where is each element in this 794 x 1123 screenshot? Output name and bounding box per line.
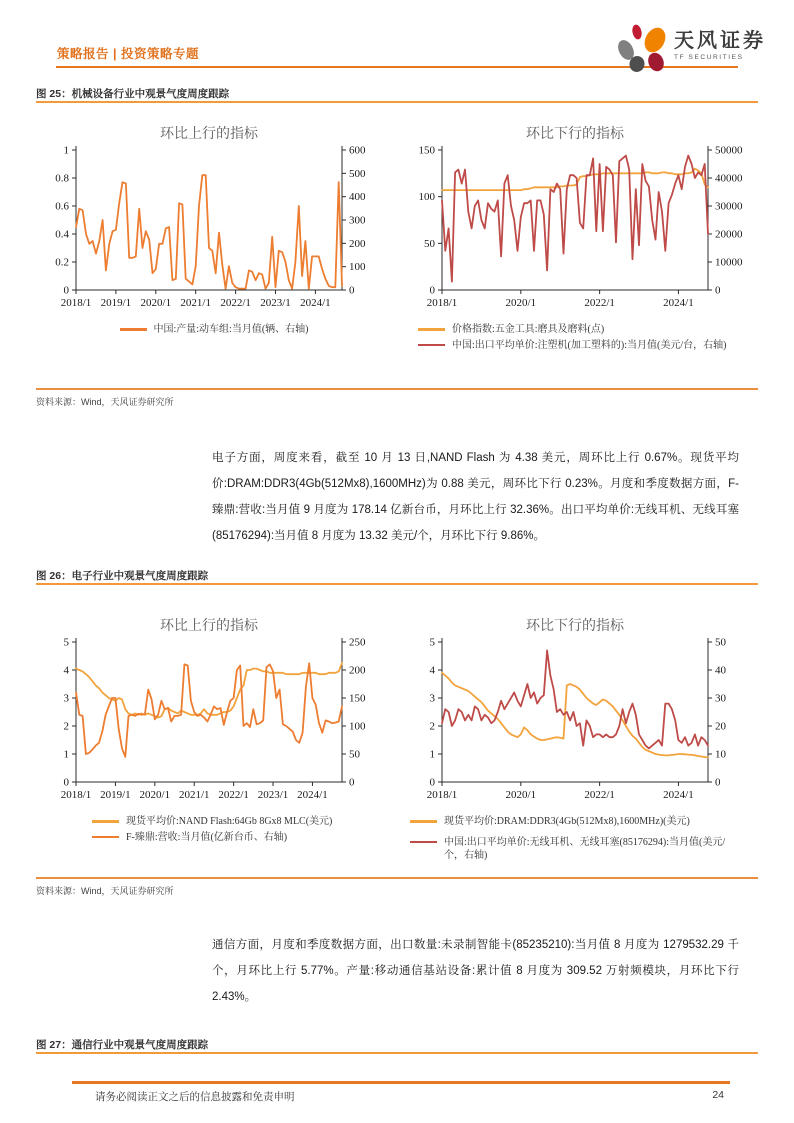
svg-text:0: 0 <box>715 284 721 297</box>
chart-canvas-fig26-up <box>36 612 392 808</box>
svg-text:2022/1: 2022/1 <box>584 297 615 309</box>
svg-text:50: 50 <box>715 636 726 649</box>
svg-text:5: 5 <box>429 636 435 649</box>
legend-item <box>92 815 392 829</box>
svg-text:40: 40 <box>715 664 726 677</box>
chart-up-indicators-electronics <box>36 612 392 863</box>
chart-up-indicators-machinery <box>36 120 392 352</box>
legend-swatch <box>120 328 147 331</box>
svg-text:4: 4 <box>429 664 435 677</box>
svg-text:0.8: 0.8 <box>55 172 69 185</box>
svg-text:4: 4 <box>63 664 69 677</box>
figure-25-bottom-rule <box>36 388 758 390</box>
chart-canvas-fig25-up <box>36 120 392 316</box>
chart-canvas-fig26-down <box>402 612 758 808</box>
svg-text:2022/1: 2022/1 <box>220 297 251 309</box>
chart-down-indicators-machinery <box>402 120 758 352</box>
svg-text:100: 100 <box>349 720 366 733</box>
svg-text:2020/1: 2020/1 <box>505 789 537 801</box>
svg-text:2018/1: 2018/1 <box>426 789 458 801</box>
svg-text:1: 1 <box>63 144 69 157</box>
legend-swatch <box>92 820 119 823</box>
svg-text:0.6: 0.6 <box>55 200 69 213</box>
legend-label: 中国:出口平均单价:注塑机(加工塑料的):当月值(美元/台，右轴) <box>452 339 727 351</box>
svg-text:2: 2 <box>429 720 435 733</box>
legend-swatch <box>418 328 445 331</box>
svg-text:环比下行的指标: 环比下行的指标 <box>526 125 624 141</box>
figure-26-caption: 图 26：电子行业中观景气度周度跟踪 <box>36 570 209 582</box>
svg-text:2020/1: 2020/1 <box>505 297 537 309</box>
svg-text:环比下行的指标: 环比下行的指标 <box>526 617 624 633</box>
svg-text:2020/1: 2020/1 <box>139 789 171 801</box>
svg-text:环比上行的指标: 环比上行的指标 <box>160 617 258 633</box>
svg-text:2024/1: 2024/1 <box>297 789 328 801</box>
legend-item <box>410 836 758 863</box>
legend-label: 现货平均价:NAND Flash:64Gb 8Gx8 MLC(美元) <box>126 816 333 827</box>
svg-text:300: 300 <box>349 214 366 227</box>
report-type-heading: 策略报告 | 投资策略专题 <box>57 47 199 61</box>
svg-text:2023/1: 2023/1 <box>260 297 291 309</box>
svg-text:0: 0 <box>715 776 721 789</box>
figure-26-bottom-rule <box>36 877 758 879</box>
legend-item <box>418 323 758 337</box>
svg-text:30000: 30000 <box>715 200 743 213</box>
logo-petals-icon <box>616 24 668 77</box>
figure-26-caption-rule <box>36 583 758 585</box>
svg-text:2024/1: 2024/1 <box>663 297 694 309</box>
svg-text:2018/1: 2018/1 <box>60 789 92 801</box>
svg-text:10: 10 <box>715 748 726 761</box>
svg-text:2019/1: 2019/1 <box>100 789 131 801</box>
svg-text:2022/1: 2022/1 <box>584 789 615 801</box>
svg-text:20: 20 <box>715 720 726 733</box>
telecom-paragraph: 通信方面，月度和季度数据方面，出口数量:未录制智能卡(85235210):当月值 8 月度为 1279532.29 千个，月环比上行 5.77%。产量:移动通信基站设备:累计值 8 月度为 309.52 万射频模块，月环比下行 2.43%。 <box>212 939 739 1003</box>
svg-text:200: 200 <box>349 664 366 677</box>
page-number: 24 <box>712 1089 724 1101</box>
svg-text:5: 5 <box>63 636 69 649</box>
legend-label: 价格指数:五金工具:磨具及磨料(点) <box>452 324 605 335</box>
svg-text:2020/1: 2020/1 <box>140 297 172 309</box>
chart-legend <box>36 815 392 844</box>
legend-label: 中国:出口平均单价:无线耳机、无线耳塞(85176294):当月值(美元/个，右轴) <box>444 836 726 861</box>
legend-item <box>410 815 758 829</box>
figure-25-caption-rule <box>36 101 758 103</box>
svg-text:20000: 20000 <box>715 228 743 241</box>
svg-text:10000: 10000 <box>715 256 743 269</box>
chart-legend <box>402 323 758 352</box>
svg-text:3: 3 <box>63 692 69 705</box>
svg-text:2: 2 <box>63 720 69 733</box>
svg-text:2024/1: 2024/1 <box>300 297 331 309</box>
svg-text:0: 0 <box>429 776 435 789</box>
legend-item <box>92 831 392 845</box>
svg-text:1: 1 <box>429 748 435 761</box>
legend-swatch <box>410 820 437 823</box>
svg-text:100: 100 <box>418 191 435 204</box>
figure-25-charts <box>36 120 762 352</box>
figure-26-source: 资料来源：Wind，天风证券研究所 <box>36 886 174 896</box>
svg-text:0: 0 <box>429 284 435 297</box>
svg-text:2022/1: 2022/1 <box>218 789 249 801</box>
figure-27-caption-rule <box>36 1052 758 1054</box>
svg-text:环比上行的指标: 环比上行的指标 <box>160 125 258 141</box>
svg-text:600: 600 <box>349 144 366 157</box>
legend-item <box>120 323 309 337</box>
legend-label: 中国:产量:动车组:当月值(辆、右轴) <box>153 324 309 335</box>
chart-canvas-fig25-down <box>402 120 758 316</box>
svg-text:0.2: 0.2 <box>55 256 69 269</box>
svg-text:0.4: 0.4 <box>55 228 69 241</box>
figure-26-charts <box>36 612 762 863</box>
svg-text:150: 150 <box>418 144 435 157</box>
svg-text:40000: 40000 <box>715 172 743 185</box>
footer-disclaimer: 请务必阅读正文之后的信息披露和免责申明 <box>95 1091 295 1103</box>
svg-text:50: 50 <box>424 237 435 250</box>
svg-text:1: 1 <box>63 748 69 761</box>
legend-label: F-臻鼎:营收:当月值(亿新台币、右轴) <box>126 831 288 843</box>
svg-text:200: 200 <box>349 237 366 250</box>
svg-text:2023/1: 2023/1 <box>257 789 289 801</box>
svg-text:30: 30 <box>715 692 726 705</box>
svg-text:500: 500 <box>349 167 366 180</box>
chart-plot <box>36 120 392 321</box>
logo-name-en: TF SECURITIES <box>674 54 744 61</box>
figure-25-source: 资料来源：Wind，天风证券研究所 <box>36 397 174 407</box>
svg-text:2019/1: 2019/1 <box>100 297 132 309</box>
logo-name-cn: 天风证券 <box>674 30 766 52</box>
chart-legend <box>402 815 758 863</box>
svg-text:0: 0 <box>63 284 69 297</box>
footer-rule <box>72 1081 730 1084</box>
legend-swatch <box>418 344 445 347</box>
electronics-paragraph: 电子方面，周度来看，截至 10 月 13 日,NAND Flash 为 4.38 美元，周环比上行 0.67%。现货平均价:DRAM:DDR3(4Gb(512Mx8),1600MHz)为 0.88 美元，周环比下行 0.23%。月度和季度数据方面，F-臻鼎:营收:当月值 9 月度为 178.14 亿新台币，月环比上行 32.36%。出口平均单价:无线耳机、无线耳塞(85176294):当月值 8 月度为 13.32 美元/个，月环比下行 9.86%。 <box>212 452 739 542</box>
figure-25-caption: 图 25：机械设备行业中观景气度周度跟踪 <box>36 88 230 100</box>
svg-text:100: 100 <box>349 261 366 274</box>
figure-27-caption: 图 27：通信行业中观景气度周度跟踪 <box>36 1039 209 1051</box>
svg-text:2021/1: 2021/1 <box>180 297 211 309</box>
svg-text:3: 3 <box>429 692 435 705</box>
chart-legend <box>36 323 392 337</box>
chart-down-indicators-electronics <box>402 612 758 863</box>
svg-text:0: 0 <box>349 776 355 789</box>
svg-text:50: 50 <box>349 748 360 761</box>
svg-text:2018/1: 2018/1 <box>426 297 458 309</box>
tf-securities-logo <box>616 24 766 77</box>
svg-text:250: 250 <box>349 636 366 649</box>
legend-label: 现货平均价:DRAM:DDR3(4Gb(512Mx8),1600MHz)(美元) <box>444 816 690 827</box>
legend-swatch <box>92 836 119 839</box>
svg-text:0: 0 <box>63 776 69 789</box>
chart-plot <box>402 612 758 813</box>
svg-text:50000: 50000 <box>715 144 743 157</box>
svg-text:0: 0 <box>349 284 355 297</box>
svg-text:2021/1: 2021/1 <box>178 789 210 801</box>
legend-swatch <box>410 841 437 844</box>
svg-text:150: 150 <box>349 692 366 705</box>
svg-text:2018/1: 2018/1 <box>60 297 92 309</box>
chart-plot <box>402 120 758 321</box>
svg-text:400: 400 <box>349 191 366 204</box>
legend-item <box>418 339 758 353</box>
svg-text:2024/1: 2024/1 <box>663 789 694 801</box>
chart-plot <box>36 612 392 813</box>
